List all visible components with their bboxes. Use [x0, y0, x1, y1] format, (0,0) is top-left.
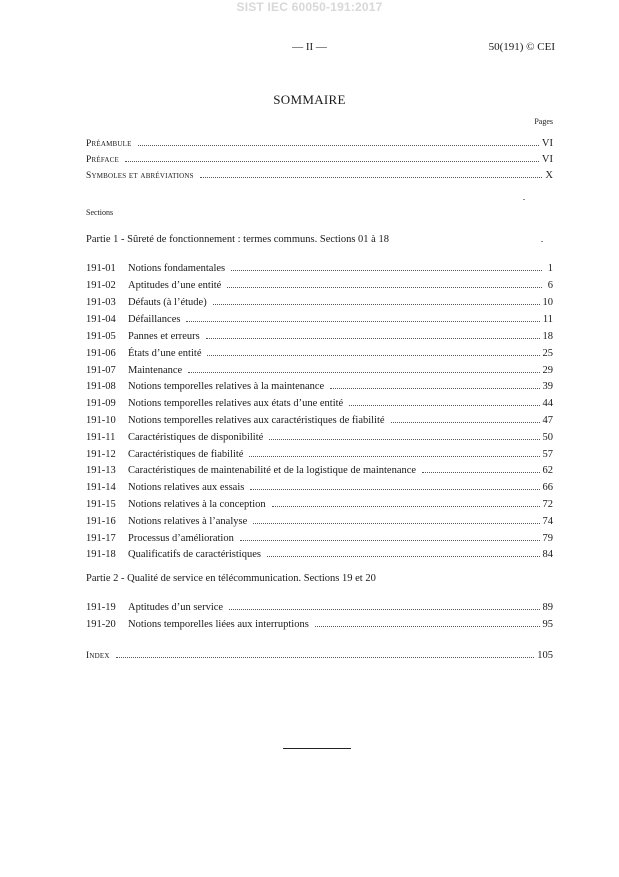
toc-entry[interactable]: [86, 310, 553, 324]
section-number: 191-13: [86, 465, 116, 476]
toc-entry-page: 1: [547, 263, 553, 274]
dot-leader: [269, 428, 539, 440]
toc-entry-page: VI: [541, 154, 553, 165]
toc-entry-page: 105: [537, 650, 553, 661]
dot-leader: [330, 377, 539, 389]
section-number: 191-19: [86, 602, 116, 613]
toc-entry-page: 79: [542, 533, 553, 544]
toc-entry-label: Notions temporelles relatives aux caractéristiques de fiabilité: [128, 415, 385, 426]
dot-leader: [207, 344, 539, 356]
section-number: 191-01: [86, 263, 116, 274]
end-rule: [283, 748, 351, 749]
toc-entry[interactable]: [86, 529, 553, 543]
toc-entry[interactable]: [86, 344, 553, 358]
toc-entry-label: Caractéristiques de maintenabilité et de la logistique de maintenance: [128, 465, 417, 476]
dot-leader: [229, 598, 539, 610]
toc-entry-page: 47: [542, 415, 553, 426]
toc-entry-label: Défaillances: [128, 314, 181, 325]
toc-entry-label: Notions temporelles relatives à la maintenance: [128, 381, 325, 392]
section-number: 191-05: [86, 331, 116, 342]
dot-leader: [315, 615, 540, 627]
toc-entry-page: VI: [541, 138, 553, 149]
section-number: 191-12: [86, 449, 116, 460]
toc-entry-label: Notions fondamentales: [128, 263, 226, 274]
dot-leader: [250, 478, 539, 490]
section-number: 191-18: [86, 549, 116, 560]
toc-entry[interactable]: [86, 361, 553, 375]
part1-heading: Partie 1 - Sûreté de fonctionnement : termes communs. Sections 01 à 18: [86, 234, 389, 245]
document-reference: 50(191) © CEI: [488, 41, 555, 53]
dot-leader: [200, 166, 542, 178]
toc-entry-preface[interactable]: [86, 150, 553, 164]
pages-column-label: Pages: [534, 117, 553, 126]
toc-entry-page: 57: [542, 449, 553, 460]
toc-entry[interactable]: [86, 428, 553, 442]
toc-entry[interactable]: [86, 478, 553, 492]
toc-entry-label: Notions temporelles relatives aux états d’une entité: [128, 398, 344, 409]
toc-entry-page: 44: [542, 398, 553, 409]
toc-entry-label: Préface: [86, 155, 120, 165]
section-number: 191-07: [86, 365, 116, 376]
toc-entry-page: 50: [542, 432, 553, 443]
dot-leader: [188, 361, 539, 373]
toc-entry-page: 89: [542, 602, 553, 613]
dot-leader: [249, 445, 539, 457]
toc-entry-label: Aptitudes d’un service: [128, 602, 224, 613]
toc-entry-page: 39: [542, 381, 553, 392]
toc-entry-label: Qualificatifs de caractéristiques: [128, 549, 261, 560]
page-title: SOMMAIRE: [273, 92, 346, 107]
section-number: 191-02: [86, 280, 116, 291]
toc-entry[interactable]: [86, 598, 553, 612]
toc-entry-page: 74: [542, 516, 553, 527]
dot-leader: [138, 134, 539, 146]
toc-entry[interactable]: [86, 615, 553, 629]
toc-entry-label: Maintenance: [128, 365, 183, 376]
part2-heading: Partie 2 - Qualité de service en télécommunication. Sections 19 et 20: [86, 573, 376, 584]
toc-entry-page: 18: [542, 331, 553, 342]
dot-leader: [231, 259, 542, 271]
dot-leader: [422, 461, 539, 473]
dot-leader: [125, 150, 539, 162]
toc-entry[interactable]: [86, 411, 553, 425]
section-number: 191-11: [86, 432, 116, 443]
toc-entry[interactable]: [86, 445, 553, 459]
toc-entry-label: États d’une entité: [128, 348, 202, 359]
toc-entry-page: 72: [542, 499, 553, 510]
toc-entry-page: 6: [547, 280, 553, 291]
toc-entry[interactable]: [86, 377, 553, 391]
toc-entry-label: Notions relatives à la conception: [128, 499, 266, 510]
toc-entry[interactable]: [86, 327, 553, 341]
section-number: 191-17: [86, 533, 116, 544]
section-number: 191-15: [86, 499, 116, 510]
scan-speck: [541, 241, 543, 242]
toc-entry[interactable]: [86, 259, 553, 273]
toc-entry-label: Aptitudes d’une entité: [128, 280, 222, 291]
dot-leader: [227, 276, 542, 288]
toc-entry-label: Préambule: [86, 139, 132, 149]
toc-entry[interactable]: [86, 293, 553, 307]
toc-entry-preambule[interactable]: [86, 134, 553, 148]
dot-leader: [349, 394, 539, 406]
toc-entry[interactable]: [86, 461, 553, 475]
sections-label: Sections: [86, 208, 114, 217]
section-number: 191-04: [86, 314, 116, 325]
section-number: 191-20: [86, 619, 116, 630]
watermark: SIST IEC 60050-191:2017: [236, 0, 383, 14]
toc-entry[interactable]: [86, 495, 553, 509]
toc-entry-label: Processus d’amélioration: [128, 533, 234, 544]
toc-entry-label: Index: [86, 651, 110, 661]
toc-entry-page: 95: [542, 619, 553, 630]
toc-entry-label: Pannes et erreurs: [128, 331, 200, 342]
section-number: 191-16: [86, 516, 116, 527]
section-number: 191-08: [86, 381, 116, 392]
toc-entry-label: Symboles et abréviations: [86, 171, 194, 181]
dot-leader: [206, 327, 540, 339]
section-number: 191-06: [86, 348, 116, 359]
toc-entry[interactable]: [86, 512, 553, 526]
scan-speck: [523, 199, 525, 200]
dot-leader: [186, 310, 539, 322]
dot-leader: [272, 495, 540, 507]
toc-entry-label: Notions relatives aux essais: [128, 482, 245, 493]
dot-leader: [267, 545, 540, 557]
dot-leader: [116, 646, 535, 658]
toc-entry-label: Caractéristiques de disponibilité: [128, 432, 264, 443]
toc-entry-page: 10: [542, 297, 553, 308]
toc-entry[interactable]: [86, 276, 553, 290]
dot-leader: [213, 293, 540, 305]
toc-entry-symboles[interactable]: [86, 166, 553, 180]
section-number: 191-09: [86, 398, 116, 409]
toc-entry-label: Notions relatives à l’analyse: [128, 516, 248, 527]
toc-entry-page: 29: [542, 365, 553, 376]
toc-entry[interactable]: [86, 545, 553, 559]
toc-entry-page: 84: [542, 549, 553, 560]
page-number: — II —: [292, 41, 327, 53]
toc-entry-label: Caractéristiques de fiabilité: [128, 449, 244, 460]
toc-entry-page: 11: [542, 314, 553, 325]
toc-entry-page: X: [545, 170, 553, 181]
toc-entry[interactable]: [86, 394, 553, 408]
toc-entry-page: 25: [542, 348, 553, 359]
toc-entry-label: Notions temporelles liées aux interruptions: [128, 619, 309, 630]
toc-entry-page: 66: [542, 482, 553, 493]
toc-entry-index[interactable]: [86, 646, 553, 660]
dot-leader: [391, 411, 540, 423]
section-number: 191-14: [86, 482, 116, 493]
toc-entry-page: 62: [542, 465, 553, 476]
dot-leader: [253, 512, 539, 524]
toc-entry-label: Défauts (à l’étude): [128, 297, 207, 308]
dot-leader: [240, 529, 540, 541]
section-number: 191-10: [86, 415, 116, 426]
section-number: 191-03: [86, 297, 116, 308]
